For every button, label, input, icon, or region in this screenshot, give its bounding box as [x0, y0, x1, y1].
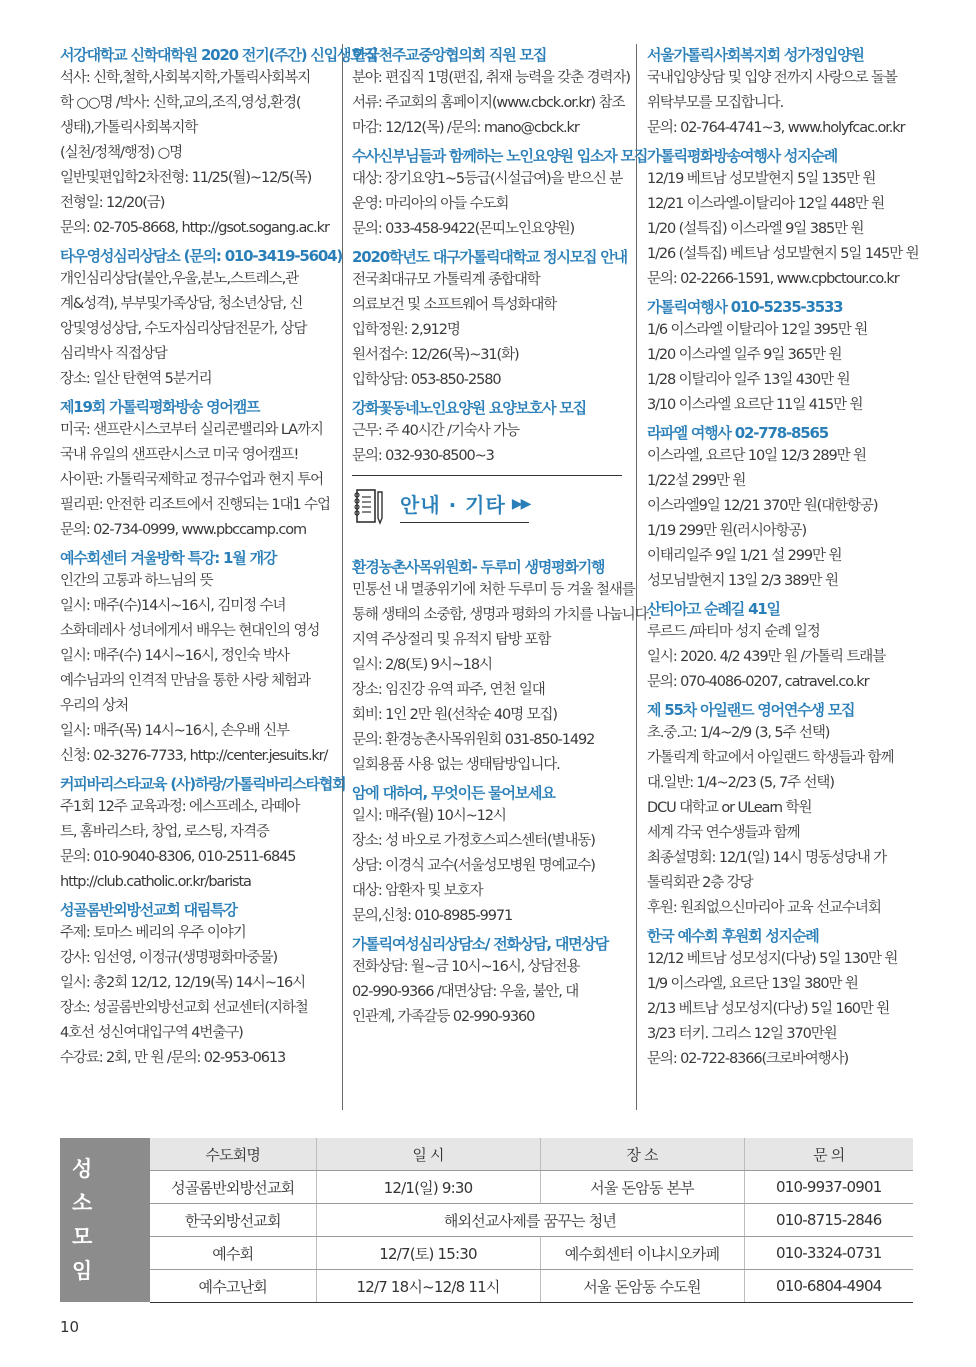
notice-line: 3/23 터키. 그리스 12일 370만원 — [647, 1026, 837, 1042]
notice-line: 일시: 총2회 12/12, 12/19(목) 14시~16시 — [60, 975, 306, 991]
notice-line: 일반및편입학2차전형: 11/25(월)~12/5(목) — [60, 170, 312, 186]
notice-entry — [60, 396, 330, 543]
notice-line: 운영: 마리아의 아들 수도회 — [352, 196, 509, 212]
notice-title: 환경농촌사목위원회- 두루미 생명평화기행 — [352, 558, 605, 576]
notice-title: 2020학년도 대구가톨릭대학교 정시모집 안내 — [352, 248, 627, 266]
notice-entry — [647, 296, 915, 418]
notebook-icon — [352, 486, 386, 526]
notice-line: 1/22설 299만 원 — [647, 473, 746, 489]
notice-line: 1/19 299만 원(러시아항공) — [647, 523, 807, 539]
notice-line: 필리핀: 안전한 리조트에서 진행되는 1대1 수업 — [60, 497, 330, 513]
notice-line: 전형일: 12/20(금) — [60, 195, 165, 211]
table-cell: 12/1(일) 9:30 — [316, 1171, 540, 1204]
column-3 — [647, 44, 919, 1076]
column-divider — [636, 44, 637, 1110]
notice-line: 이태리일주 9일 1/21 설 299만 원 — [647, 548, 842, 564]
notice-line: 민통선 내 멸종위기에 처한 두루미 등 겨울 철새를 — [352, 582, 635, 598]
notice-line: 12/12 베트남 성모성지(다낭) 5일 130만 원 — [647, 951, 898, 967]
notice-line: 문의: 02-764-4741~3, www.holyfcac.or.kr — [647, 120, 905, 136]
notice-line: 주제: 토마스 베리의 우주 이야기 — [60, 925, 246, 941]
notice-entry — [647, 699, 915, 921]
notice-line: 인관계, 가족갈등 02-990-9360 — [352, 1009, 535, 1025]
notice-line: 일시: 매주(월) 10시~12시 — [352, 808, 506, 824]
notice-line: 분야: 편집직 1명(편집, 취재 능력을 갖춘 경력자) — [352, 70, 630, 86]
notice-line: 대상: 장기요양1~5등급(시설급여)을 받으신 분 — [352, 171, 623, 187]
notice-line: 의료보건 및 소프트웨어 특성화대학 — [352, 297, 557, 313]
table-cell: 12/7 18시~12/8 11시 — [316, 1270, 540, 1303]
notice-line: 주1회 12주 교육과정: 에스프레소, 라떼아 — [60, 799, 300, 815]
notice-line: 소화데레사 성녀에게서 배우는 현대인의 영성 — [60, 623, 320, 639]
notice-entry — [647, 422, 915, 594]
notice-line: 우리의 상처 — [60, 698, 129, 714]
notice-line: 문의,신청: 010-8985-9971 — [352, 908, 513, 924]
notice-line: 12/21 이스라엘-이탈리아 12일 448만 원 — [647, 196, 885, 212]
table-cell: 010-3324-0731 — [744, 1237, 913, 1270]
notice-line: 이스라엘9일 12/21 370만 원(대한항공) — [647, 498, 878, 514]
notice-entry — [647, 598, 915, 695]
notice-line: 장소: 성골롬반외방선교회 선교센터(지하철 — [60, 1000, 308, 1016]
notice-line: 마감: 12/12(목) /문의: mano@cbck.kr — [352, 120, 579, 136]
table-cell: 010-9937-0901 — [744, 1171, 913, 1204]
vocation-meetings — [60, 1138, 913, 1302]
meetings-table — [150, 1138, 913, 1303]
notice-line: 수강료: 2회, 만 원 /문의: 02-953-0613 — [60, 1050, 286, 1066]
notice-line: 예수님과의 인격적 만남을 통한 사랑 체험과 — [60, 673, 310, 689]
notice-line: 문의: 070-4086-0207, catravel.co.kr — [647, 674, 869, 690]
notice-line: 신청: 02-3276-7733, http://center.jesuits.kr/ — [60, 748, 328, 764]
notice-line: 회비: 1인 2만 원(선착순 40명 모집) — [352, 707, 557, 723]
notice-line: 지역 주상절리 및 유적지 탐방 포함 — [352, 632, 551, 648]
notice-line: 상담: 이경식 교수(서울성모병원 명예교수) — [352, 858, 595, 874]
notice-line: 문의: 010-9040-8306, 010-2511-6845 — [60, 849, 296, 865]
notice-line: 후원: 원죄없으신마리아 교육 선교수녀회 — [647, 900, 881, 916]
notice-entry — [647, 145, 919, 292]
notice-title: 예수회센터 겨울방학 특강: 1월 개강 — [60, 549, 277, 567]
notice-title: 라파엘 여행사 02-778-8565 — [647, 424, 828, 442]
notice-line: 3/10 이스라엘 요르단 11일 415만 원 — [647, 397, 863, 413]
column-header: 수도회명 — [150, 1138, 316, 1171]
notice-line: 위탁부모를 모집합니다. — [647, 95, 784, 111]
notice-title: 제19회 가톨릭평화방송 영어캠프 — [60, 398, 260, 416]
notice-title: 타우영성심리상담소 (문의: 010-3419-5604) — [60, 247, 343, 265]
notice-line: 루르드 /파티마 성지 순례 일정 — [647, 624, 820, 640]
notice-entry — [352, 556, 652, 778]
notice-title: 강화꽃동네노인요양원 요양보호사 모집 — [352, 399, 586, 417]
notice-line: http://club.catholic.or.kr/barista — [60, 874, 251, 890]
notice-title: 수사신부님들과 함께하는 노인요양원 입소자 모집 — [352, 147, 648, 165]
table-row — [150, 1204, 913, 1237]
notice-line: 트, 홈바리스타, 창업, 로스팅, 자격증 — [60, 824, 269, 840]
table-cell: 서울 돈암동 본부 — [540, 1171, 744, 1204]
notice-line: 대상: 암환자 및 보호자 — [352, 883, 483, 899]
notice-line: DCU 대학교 or ULearn 학원 — [647, 800, 812, 816]
notice-line: 일시: 2/8(토) 9시~18시 — [352, 657, 492, 673]
notice-line: 문의: 02-734-0999, www.pbccamp.com — [60, 522, 307, 538]
notice-entry — [60, 547, 330, 769]
notice-title: 서울가톨릭사회복지회 성가정입양원 — [647, 46, 864, 64]
notice-entry — [352, 246, 627, 393]
notice-entry — [60, 773, 346, 895]
table-cell: 예수고난회 — [150, 1270, 316, 1303]
column-divider — [342, 44, 343, 1110]
notice-title: 제 55차 아일랜드 영어연수생 모집 — [647, 701, 855, 719]
notice-line: 세계 각국 연수생들과 함께 — [647, 825, 800, 841]
notice-line: 가톨릭계 학교에서 아일랜드 학생들과 함께 — [647, 750, 894, 766]
notice-line: 전화상담: 월~금 10시~16시, 상담전용 — [352, 959, 580, 975]
notice-line: 사이판: 가톨릭국제학교 정규수업과 현지 투어 — [60, 472, 324, 488]
notice-title: 산티아고 순례길 41일 — [647, 600, 780, 618]
notice-line: 초.중.고: 1/4~2/9 (3, 5주 선택) — [647, 725, 830, 741]
column-header: 장 소 — [540, 1138, 744, 1171]
notice-line: 일시: 매주(수) 14시~16시, 정인숙 박사 — [60, 648, 289, 664]
notice-line: 문의: 02-705-8668, http://gsot.sogang.ac.kr — [60, 220, 329, 236]
page-number: 10 — [60, 1318, 80, 1336]
notice-title: 가톨릭여행사 010-5235-3533 — [647, 298, 843, 316]
notice-line: 일회용품 사용 없는 생태탐방입니다. — [352, 757, 560, 773]
table-cell: 해외선교사제를 꿈꾸는 청년 — [316, 1204, 744, 1237]
notice-line: 석사: 신학,철학,사회복지학,가톨릭사회복지 — [60, 70, 311, 86]
notice-line: 12/19 베트남 성모발현지 5일 135만 원 — [647, 171, 876, 187]
notice-title: 서강대학교 신학대학원 2020 전기(주간) 신입생모집 — [60, 46, 377, 64]
notice-line: 국내입양상담 및 입양 전까지 사랑으로 돌볼 — [647, 70, 897, 86]
table-cell: 010-6804-4904 — [744, 1270, 913, 1303]
table-cell: 예수회 — [150, 1237, 316, 1270]
notice-line: 톨릭회관 2층 강당 — [647, 875, 753, 891]
notice-line: 입학정원: 2,912명 — [352, 322, 460, 338]
notice-line: 학 ○○명 /박사: 신학,교의,조직,영성,환경( — [60, 95, 301, 111]
column-1 — [60, 44, 377, 1075]
notice-line: 1/20 이스라엘 일주 9일 365만 원 — [647, 347, 842, 363]
notice-entry — [352, 145, 648, 242]
notice-line: 장소: 일산 탄현역 5분거리 — [60, 371, 212, 387]
notice-entry — [60, 44, 377, 241]
notice-title: 암에 대하여, 무엇이든 물어보세요 — [352, 784, 555, 802]
notice-line: 원서접수: 12/26(목)~31(화) — [352, 347, 519, 363]
notice-line: 1/9 이스라엘, 요르단 13일 380만 원 — [647, 976, 858, 992]
notice-line: 문의: 환경농촌사목위원회 031-850-1492 — [352, 732, 595, 748]
notice-line: 일시: 2020. 4/2 439만 원 /가톨릭 트래블 — [647, 649, 886, 665]
table-cell: 한국외방선교회 — [150, 1204, 316, 1237]
notice-title: 가톨릭평화방송여행사 성지순례 — [647, 147, 838, 165]
notice-entry — [60, 899, 330, 1071]
notice-entry — [352, 397, 622, 469]
table-cell: 010-8715-2846 — [744, 1204, 913, 1237]
table-cell: 예수회센터 이냐시오카페 — [540, 1237, 744, 1270]
notice-line: (실천/정책/행정) ○명 — [60, 145, 183, 161]
notice-entry — [352, 933, 622, 1030]
notice-title: 가톨릭여성심리상담소/ 전화상담, 대면상담 — [352, 935, 609, 953]
notice-entry — [352, 782, 622, 929]
notice-line: 2/13 베트남 성모성지(다낭) 5일 160만 원 — [647, 1001, 890, 1017]
table-cell: 성골롬반외방선교회 — [150, 1171, 316, 1204]
notice-line: 강사: 임선영, 이정규(생명평화마중물) — [60, 950, 278, 966]
notice-line: 근무: 주 40시간 /기숙사 가능 — [352, 423, 519, 439]
notice-line: 인간의 고통과 하느님의 뜻 — [60, 573, 213, 589]
column-2 — [352, 44, 652, 1034]
label-line: 모 임 — [72, 1225, 105, 1283]
notice-line: 장소: 임진강 유역 파주, 연천 일대 — [352, 682, 545, 698]
arrow-right-icon: ▶▶ — [511, 495, 530, 512]
table-cell: 서울 돈암동 수도원 — [540, 1270, 744, 1303]
table-row — [150, 1171, 913, 1204]
notice-line: 입학상담: 053-850-2580 — [352, 372, 501, 388]
notice-entry — [352, 44, 630, 141]
column-header: 일 시 — [316, 1138, 540, 1171]
notice-line: 심리박사 직접상담 — [60, 346, 167, 362]
notice-line: 일시: 매주(수)14시~16시, 김미정 수녀 — [60, 598, 286, 614]
notice-line: 개인심리상담(불안,우울,분노,스트레스,관 — [60, 271, 299, 287]
notice-line: 1/28 이탈리아 일주 13일 430만 원 — [647, 372, 850, 388]
notice-line: 일시: 매주(목) 14시~16시, 손우배 신부 — [60, 723, 289, 739]
vocation-meetings-label — [60, 1138, 150, 1302]
notice-line: 대.일반: 1/4~2/23 (5, 7주 선택) — [647, 775, 834, 791]
notice-title: 커피바리스타교육 (사)하랑/가톨릭바리스타협회 — [60, 775, 346, 793]
notice-line: 최종설명회: 12/1(일) 14시 명동성당내 가 — [647, 850, 887, 866]
notice-line: 1/20 (설특집) 이스라엘 9일 385만 원 — [647, 221, 864, 237]
notice-entry — [647, 925, 915, 1072]
notice-title: 성골롬반외방선교회 대림특강 — [60, 901, 237, 919]
notice-line: 장소: 성 바오로 가정호스피스센터(별내동) — [352, 833, 595, 849]
notice-line: 전국최대규모 가톨릭계 종합대학 — [352, 272, 540, 288]
section-title: 안내 · 기타 — [400, 493, 506, 517]
notice-line: 성모님발현지 13일 2/3 389만 원 — [647, 573, 838, 589]
notice-line: 미국: 샌프란시스코부터 실리콘밸리와 LA까지 — [60, 422, 323, 438]
notice-line: 02-990-9366 /대면상담: 우울, 불안, 대 — [352, 984, 579, 1000]
table-cell: 12/7(토) 15:30 — [316, 1237, 540, 1270]
notice-line: 계&성격), 부부및가족상담, 청소년상담, 신 — [60, 296, 303, 312]
notice-line: 1/26 (설특집) 베트남 성모발현지 5일 145만 원 — [647, 246, 919, 262]
notice-line: 문의: 033-458-9422(몬띠노인요양원) — [352, 221, 575, 237]
notice-line: 4호선 성신여대입구역 4번출구) — [60, 1025, 243, 1041]
notice-line: 문의: 02-2266-1591, www.cpbctour.co.kr — [647, 271, 899, 287]
notice-line: 1/6 이스라엘 이탈리아 12일 395만 원 — [647, 322, 868, 338]
notice-line: 생태),가톨릭사회복지학 — [60, 120, 198, 136]
notice-line: 앙및영성상담, 수도자심리상담전문가, 상담 — [60, 321, 307, 337]
notice-entry — [60, 245, 343, 392]
notice-entry — [647, 44, 915, 141]
section-header — [352, 475, 622, 526]
notice-line: 통해 생태의 소중함, 생명과 평화의 가치를 나눕니다. — [352, 607, 652, 623]
label-line: 성 소 — [72, 1157, 105, 1215]
notice-line: 국내 유일의 샌프란시스코 미국 영어캠프! — [60, 447, 299, 463]
table-row — [150, 1237, 913, 1270]
notice-line: 이스라엘, 요르단 10일 12/3 289만 원 — [647, 448, 866, 464]
table-row — [150, 1270, 913, 1303]
notice-line: 서류: 주교회의 홈페이지(www.cbck.or.kr) 참조 — [352, 95, 625, 111]
column-header: 문 의 — [744, 1138, 913, 1171]
notice-line: 문의: 032-930-8500~3 — [352, 448, 494, 464]
notice-title: 한국천주교중앙협의회 직원 모집 — [352, 46, 547, 64]
notice-title: 한국 예수회 후원회 성지순례 — [647, 927, 819, 945]
notice-line: 문의: 02-722-8366(크로바여행사) — [647, 1051, 849, 1067]
table-header-row — [150, 1138, 913, 1171]
